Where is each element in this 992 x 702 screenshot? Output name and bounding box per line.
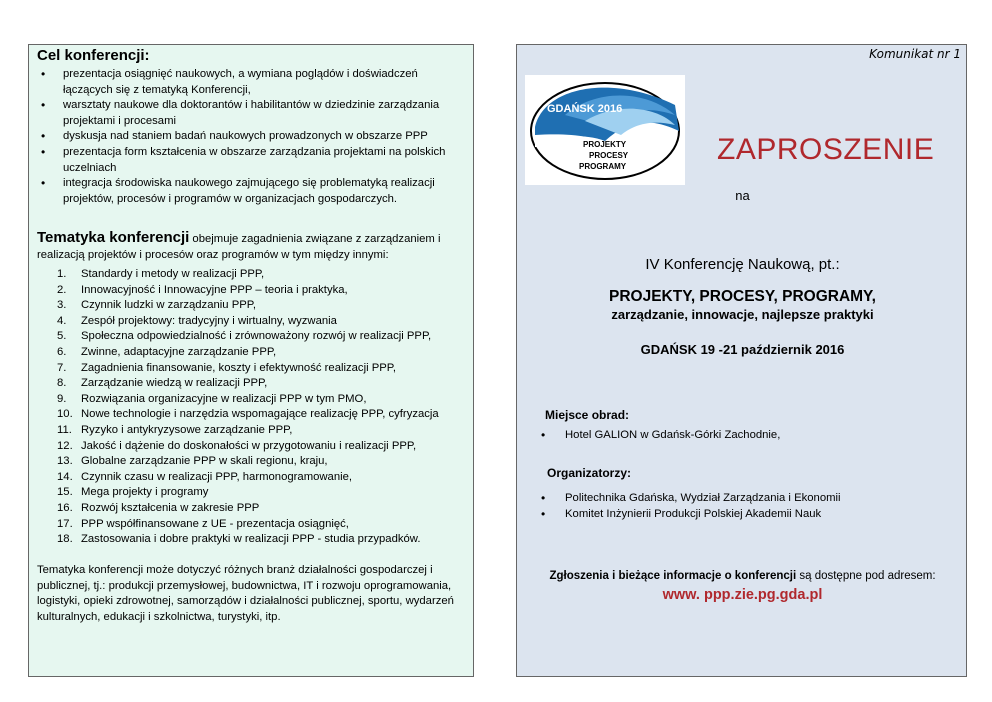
topic-text: Zespół projektowy: tradycyjny i wirtualny, wyzwania	[81, 314, 337, 327]
signup-rest: są dostępne pod adresem:	[796, 570, 936, 582]
topics-list	[29, 267, 469, 548]
right-panel	[516, 44, 967, 677]
goal-item: • prezentacja form kształcenia w obszarze zarządzania projektami na polskich uczelniach	[29, 145, 469, 176]
topic-text: Czynnik czasu w realizacji PPP, harmonogramowanie,	[81, 470, 353, 483]
topic-item	[29, 470, 469, 486]
topic-text: Rozwiązania organizacyjne w realizacji PPP w tym PMO,	[81, 392, 367, 405]
topic-text: Rozwój kształcenia w zakresie PPP	[81, 501, 260, 514]
topic-item	[29, 267, 469, 283]
topic-number: 10.	[57, 408, 73, 421]
topic-item	[29, 361, 469, 377]
signup-text	[517, 570, 968, 582]
topic-number: 15.	[57, 486, 73, 499]
organizer-item: • Politechnika Gdańska, Wydział Zarządzania i Ekonomii	[517, 490, 947, 506]
topic-text: PPP współfinansowane z UE - prezentacja osiągnięć,	[81, 517, 349, 530]
conference-date: GDAŃSK 19 -21 październik 2016	[640, 342, 845, 357]
conference-logo	[525, 75, 685, 185]
topic-text: Ryzyko i antykryzysowe zarządzanie PPP,	[81, 423, 293, 436]
topic-number: 8.	[57, 377, 67, 390]
topic-number: 13.	[57, 455, 73, 468]
topic-text: Mega projekty i programy	[81, 486, 209, 499]
goals-list	[29, 67, 469, 207]
organizers-label: Organizatorzy:	[547, 466, 632, 480]
komunikat-label: Komunikat nr 1	[869, 47, 961, 61]
topic-item	[29, 283, 469, 299]
topic-item	[29, 485, 469, 501]
na-text: na	[735, 188, 750, 203]
topic-text: Jakość i dążenie do doskonałości w przygotowaniu i realizacji PPP,	[81, 439, 417, 452]
topic-item	[29, 407, 469, 423]
topic-item	[29, 376, 469, 392]
topic-number: 3.	[57, 299, 67, 312]
goal-item: • dyskusja nad staniem badań naukowych prowadzonych w obszarze PPP	[29, 129, 469, 145]
topic-number: 5.	[57, 330, 67, 343]
organizers-list	[517, 490, 947, 522]
topic-number: 11.	[57, 423, 72, 436]
goals-heading: Cel konferencji:	[37, 47, 150, 64]
topic-item	[29, 345, 469, 361]
topics-title: Tematyka konferencji	[37, 229, 190, 246]
topic-number: 6.	[57, 345, 67, 358]
wave-logo-icon	[525, 75, 685, 185]
left-panel	[28, 44, 474, 677]
website-link[interactable]: www. ppp.zie.pg.gda.pl	[662, 587, 823, 603]
topic-item	[29, 532, 469, 548]
venue-label: Miejsce obrad:	[545, 408, 630, 422]
closing-paragraph: Tematyka konferencji może dotyczyć różnych branż działalności gospodarczej i publicznej, tj.: produkcji przemysłowej, budownictwa, IT i rozwoju oprogramowania, logistyki, opieki zdrowotnej, samorządów i działalności publicznej, sportu, wydarzeń kulturalnych, edukacji i szkolnictwa, turystyki, itp.	[37, 564, 454, 623]
venue-list	[517, 427, 947, 443]
signup-bold: Zgłoszenia i bieżące informacje o konferencji	[549, 570, 797, 582]
topic-item	[29, 298, 469, 314]
invitation-heading: ZAPROSZENIE	[717, 133, 935, 166]
topic-item	[29, 423, 469, 439]
organizer-item: • Komitet Inżynierii Produkcji Polskiej Akademii Nauk	[517, 506, 947, 522]
logo-line-2: PROCESY	[589, 151, 629, 160]
topic-text: Zagadnienia finansowanie, koszty i efektywność realizacji PPP,	[81, 361, 397, 374]
topic-text: Czynnik ludzki w zarządzaniu PPP,	[81, 299, 256, 312]
topics-intro: obejmuje zagadnienia związane z zarządzaniem i realizacją projektów i procesów oraz programów w tym między innymi:	[37, 233, 441, 261]
venue-item: • Hotel GALION w Gdańsk-Górki Zachodnie,	[517, 427, 947, 443]
conference-subtitle: zarządzanie, innowacje, najlepsze praktyki	[611, 307, 874, 322]
conference-title: PROJEKTY, PROCESY, PROGRAMY,	[608, 288, 876, 305]
topic-text: Społeczna odpowiedzialność i zrównoważony rozwój w realizacji PPP,	[81, 330, 432, 343]
topic-item	[29, 314, 469, 330]
topic-number: 7.	[57, 361, 67, 374]
topic-item	[29, 329, 469, 345]
logo-line-1: PROJEKTY	[583, 140, 627, 149]
topic-item	[29, 439, 469, 455]
topic-item	[29, 517, 469, 533]
topic-number: 17.	[57, 517, 73, 530]
topic-text: Zwinne, adaptacyjne zarządzanie PPP,	[81, 345, 277, 358]
topic-item	[29, 454, 469, 470]
goal-item: • warsztaty naukowe dla doktorantów i habilitantów w dziedzinie zarządzania projektami i procesami	[29, 98, 469, 129]
topic-number: 4.	[57, 314, 67, 327]
conference-name: IV Konferencję Naukową, pt.:	[645, 256, 840, 273]
topic-text: Globalne zarządzanie PPP w skali regionu, kraju,	[81, 455, 328, 468]
topics-heading	[37, 230, 469, 263]
topic-text: Standardy i metody w realizacji PPP,	[81, 268, 265, 280]
topic-text: Innowacyjność i Innowacyjne PPP – teoria i praktyka,	[81, 283, 348, 296]
topic-number: 16.	[57, 501, 73, 514]
topic-text: Nowe technologie i narzędzia wspomagające realizację PPP, cyfryzacja	[81, 408, 439, 421]
topic-text: Zastosowania i dobre praktyki w realizacji PPP - studia przypadków.	[81, 533, 421, 546]
topic-number: 14.	[57, 470, 73, 483]
goal-item: • prezentacja osiągnięć naukowych, a wymiana poglądów i doświadczeń łączących się z tematyką Konferencji,	[29, 67, 469, 98]
logo-line-3: PROGRAMY	[579, 162, 627, 171]
topic-number: 9.	[57, 392, 67, 405]
goal-item: • integracja środowiska naukowego zajmującego się problematyką realizacji projektów, procesów i programów w organizacjach gospodarczych.	[29, 176, 469, 207]
logo-year-text: GDAŃSK 2016	[547, 103, 623, 115]
topic-number: 2.	[57, 283, 67, 296]
topic-text: Zarządzanie wiedzą w realizacji PPP,	[81, 377, 268, 390]
topic-item	[29, 392, 469, 408]
topic-item	[29, 501, 469, 517]
topic-number: 1.	[57, 268, 67, 280]
topic-number: 12.	[57, 439, 73, 452]
topic-number: 18.	[57, 533, 73, 546]
